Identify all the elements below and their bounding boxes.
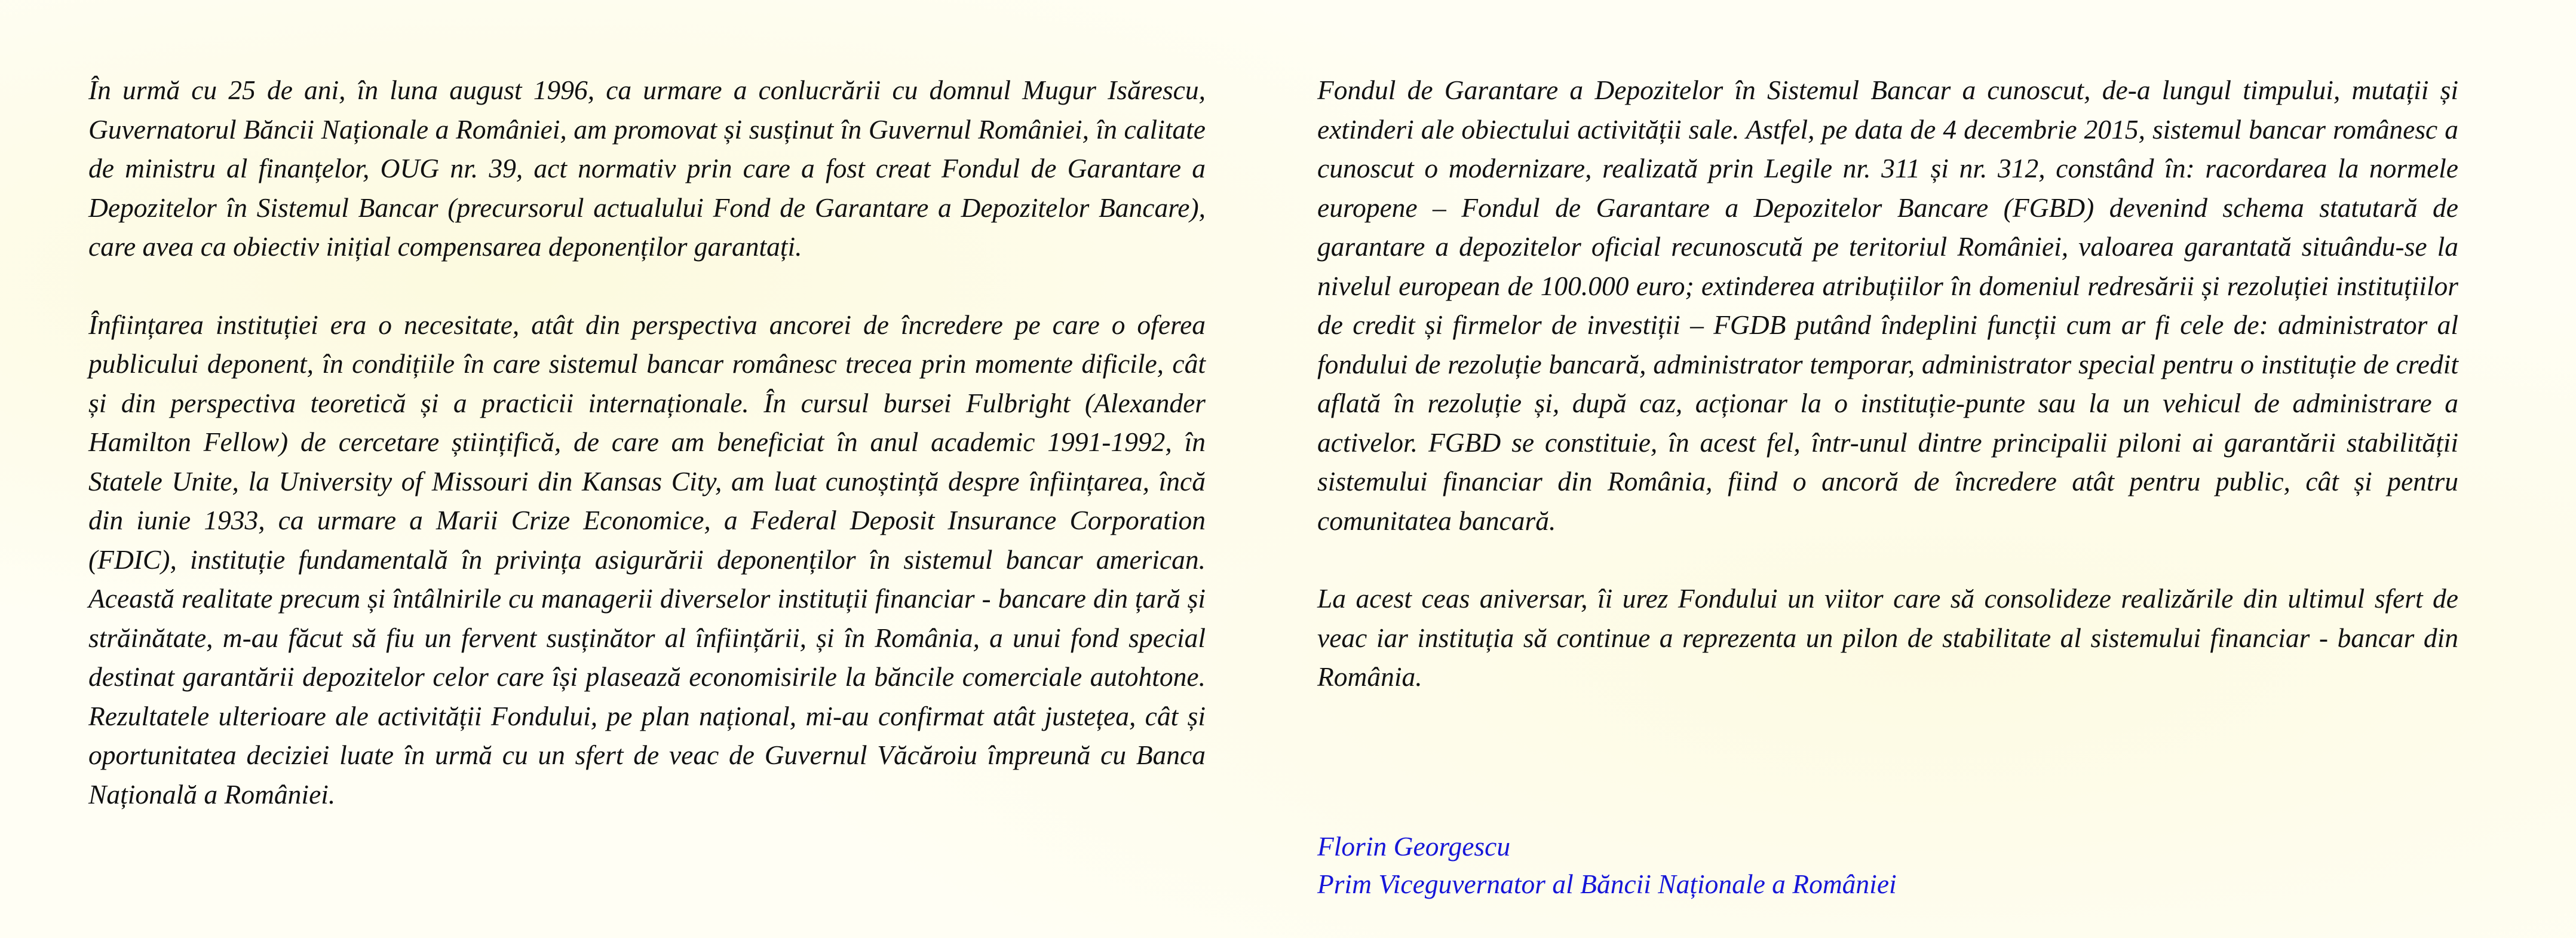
signature-title: Prim Viceguvernator al Băncii Naționale a României	[1317, 869, 1897, 899]
right-paragraph-1: Fondul de Garantare a Depozitelor în Sistemul Bancar a cunoscut, de-a lungul timpului, mutații și extinderi ale obiectului activității sale. Astfel, pe data de 4 decembrie 2015, sistemul bancar românesc a cunoscut o modernizare, realizată prin Legile nr. 311 și nr. 312, constând în: racordarea la normele europene – Fondul de Garantare a Depozitelor Bancare (FGBD) devenind schema statutară de garantare a depozitelor oficial recunoscută pe teritoriul României, valoarea garantată situându-se la nivelul european de 100.000 euro; extinderea atribuțiilor în domeniul redresării și rezoluției instituțiilor de credit și firmelor de investiții – FGDB putând îndeplini funcții cum ar fi cele de: administrator al fondului de rezoluție bancară, administrator temporar, administrator special pentru o instituție de credit aflată în rezoluție și, după caz, acționar la o instituție-punte sau la un vehicul de administrare a activelor. FGBD se constituie, în acest fel, într-unul dintre principalii piloni ai garantării stabilității sistemului financiar din România, fiind o ancoră de încredere atât pentru public, cât și pentru comunitatea bancară.	[1317, 75, 2458, 536]
signature-block	[1317, 827, 1897, 903]
right-paragraph-2: La acest ceas aniversar, îi urez Fondului un viitor care să consolideze realizările din ultimul sfert de veac iar instituția să continue a reprezenta un pilon de stabilitate al sistemului financiar - bancar din România.	[1317, 583, 2458, 692]
signature-name: Florin Georgescu	[1317, 831, 1511, 862]
left-paragraph-1: În urmă cu 25 de ani, în luna august 1996, ca urmare a conlucrării cu domnul Mugur Isărescu, Guvernatorul Băncii Naționale a României, am promovat și susținut în Guvernul României, în calitate de ministru al finanțelor, OUG nr. 39, act normativ prin care a fost creat Fondul de Garantare a Depozitelor în Sistemul Bancar (precursorul actualului Fond de Garantare a Depozitelor Bancare), care avea ca obiectiv inițial compensarea deponenților garantați.	[88, 75, 1206, 262]
right-column	[1317, 70, 2458, 735]
left-column	[88, 70, 1206, 853]
left-paragraph-2: Înființarea instituției era o necesitate, atât din perspectiva ancorei de încredere pe care o oferea publicului deponent, în condițiile în care sistemul bancar românesc trecea prin momente dificile, cât și din perspectiva teoretică și a practicii internaționale. În cursul bursei Fulbright (Alexander Hamilton Fellow) de cercetare științifică, de care am beneficiat în anul academic 1991-1992, în Statele Unite, la University of Missouri din Kansas City, am luat cunoștință despre înființarea, încă din iunie 1933, ca urmare a Marii Crize Economice, a Federal Deposit Insurance Corporation (FDIC), instituție fundamentală în privința asigurării deponenților în sistemul bancar american. Această realitate precum și întâlnirile cu managerii diverselor instituții financiar - bancare din țară și străinătate, m-au făcut să fiu un fervent susținător al înființării, și în România, a unui fond special destinat garantării depozitelor celor care își plasează economisirile la băncile comerciale autohtone. Rezultatele ulterioare ale activității Fondului, pe plan național, mi-au confirmat atât justețea, cât și oportunitatea deciziei luate în urmă cu un sfert de veac de Guvernul Văcăroiu împreună cu Banca Națională a României.	[88, 309, 1206, 810]
